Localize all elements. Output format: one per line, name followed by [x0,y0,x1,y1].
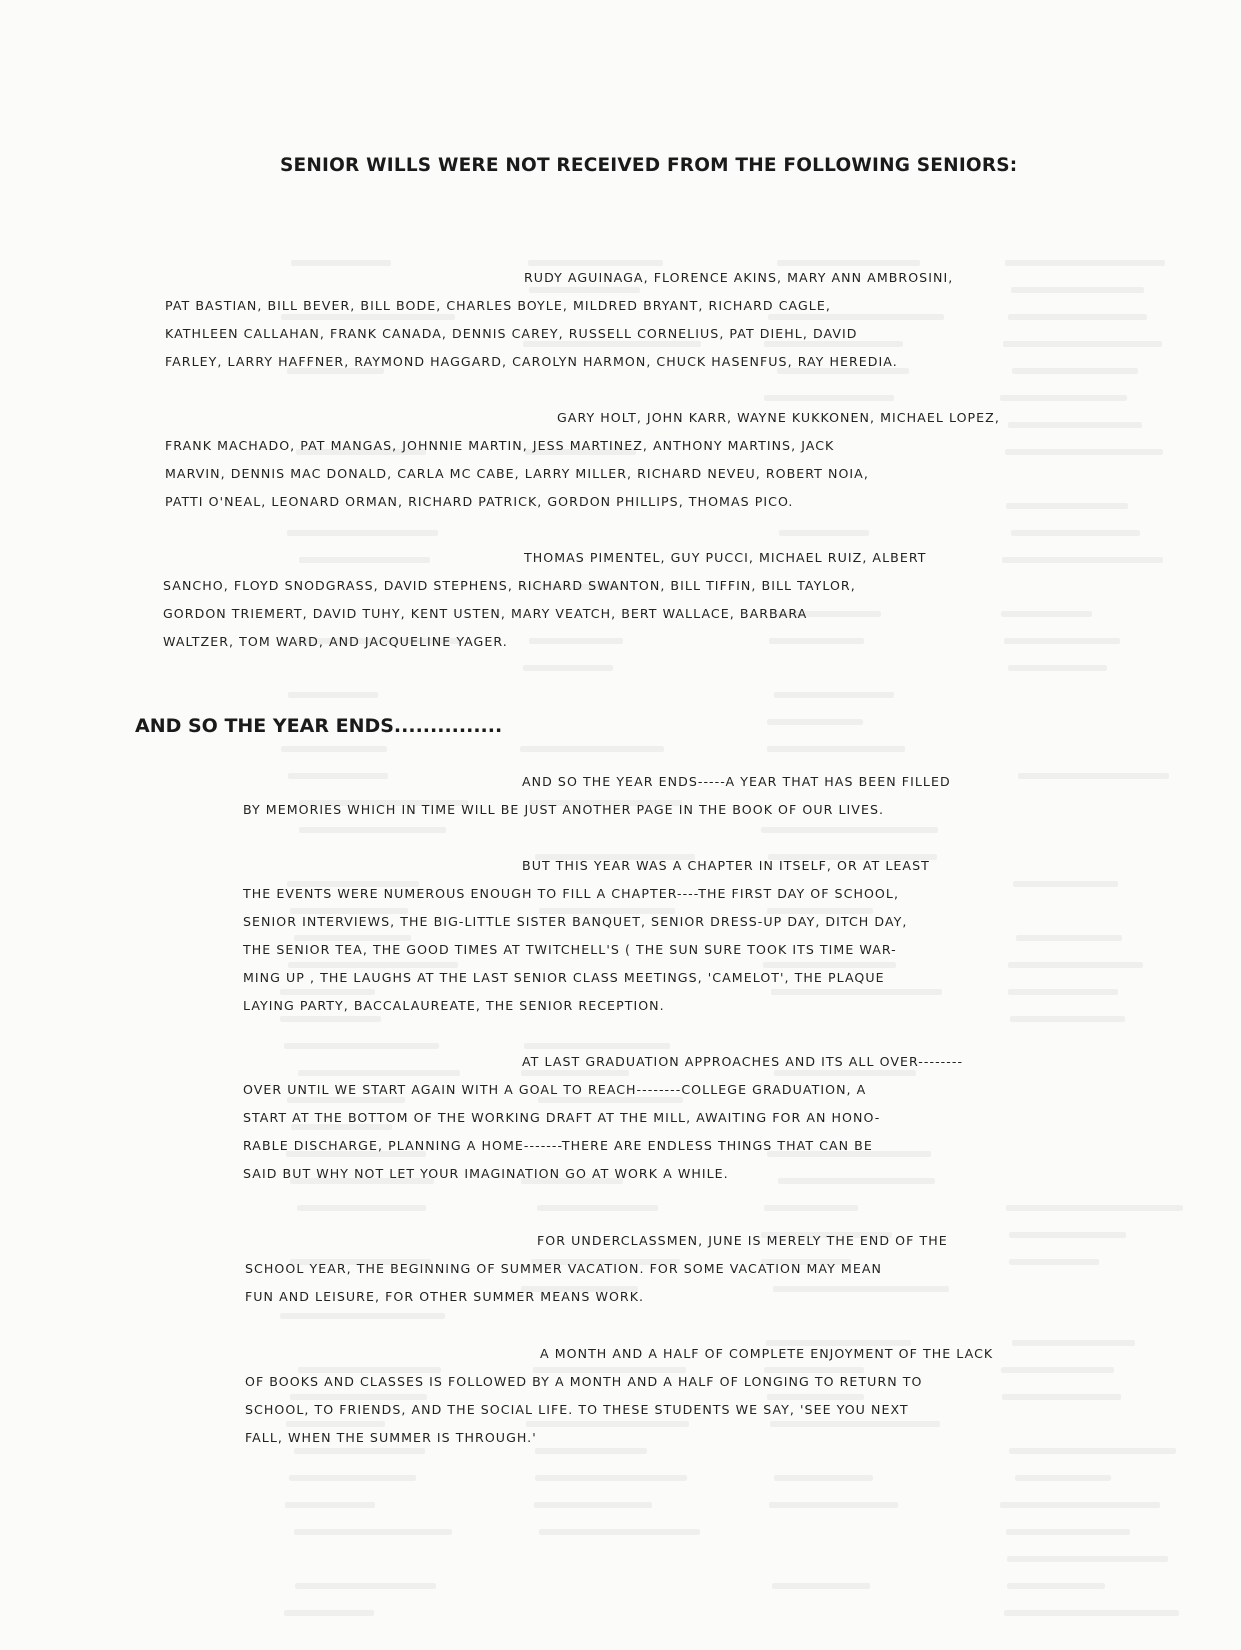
bleed-through-mark [298,1070,460,1076]
bleed-through-mark [286,1421,385,1427]
bleed-through-mark [281,746,387,752]
bleed-through-mark [1007,1556,1168,1562]
bleed-through-mark [763,962,896,968]
essay-p3-line-5: SAID BUT WHY NOT LET YOUR IMAGINATION GO AT WORK A WHILE. [243,1166,729,1181]
names-p2-line-2: FRANK MACHADO, PAT MANGAS, JOHNNIE MARTIN, JESS MARTINEZ, ANTHONY MARTINS, JACK [165,438,835,453]
bleed-through-mark [764,1205,858,1211]
names-p1-line-1: RUDY AGUINAGA, FLORENCE AKINS, MARY ANN AMBROSINI, [524,270,954,285]
bleed-through-mark [299,827,446,833]
bleed-through-mark [1000,395,1127,401]
bleed-through-mark [1010,1016,1125,1022]
bleed-through-mark [764,395,894,401]
bleed-through-mark [1008,665,1107,671]
bleed-through-mark [1006,1529,1130,1535]
bleed-through-mark [528,260,663,266]
names-p1-line-4: FARLEY, LARRY HAFFNER, RAYMOND HAGGARD, CAROLYN HARMON, CHUCK HASENFUS, RAY HEREDIA. [165,354,898,369]
bleed-through-mark [767,746,905,752]
bleed-through-mark [1003,341,1162,347]
bleed-through-mark [287,1097,405,1103]
bleed-through-mark [1001,611,1092,617]
bleed-through-mark [284,1043,439,1049]
bleed-through-mark [1011,287,1144,293]
bleed-through-mark [535,1475,687,1481]
bleed-through-mark [1008,314,1147,320]
bleed-through-mark [1008,422,1142,428]
bleed-through-mark [297,1205,426,1211]
names-p3-line-4: WALTZER, TOM WARD, AND JACQUELINE YAGER. [163,634,508,649]
bleed-through-mark [1001,1367,1114,1373]
bleed-through-mark [1009,1232,1126,1238]
bleed-through-mark [777,260,920,266]
bleed-through-mark [778,1178,935,1184]
bleed-through-mark [521,1070,629,1076]
bleed-through-mark [523,341,701,347]
essay-p4-line-3: FUN AND LEISURE, FOR OTHER SUMMER MEANS WORK. [245,1289,645,1304]
bleed-through-mark [534,1502,652,1508]
bleed-through-mark [1004,1610,1179,1616]
bleed-through-mark [288,962,458,968]
bleed-through-mark [771,989,942,995]
bleed-through-mark [1015,1475,1111,1481]
bleed-through-mark [767,719,863,725]
bleed-through-mark [767,1394,864,1400]
bleed-through-mark [539,1529,700,1535]
bleed-through-mark [774,1070,916,1076]
bleed-through-mark [529,638,623,644]
names-p3-line-3: GORDON TRIEMERT, DAVID TUHY, KENT USTEN, MARY VEATCH, BERT WALLACE, BARBARA [163,606,808,621]
names-p2-line-3: MARVIN, DENNIS MAC DONALD, CARLA MC CABE, LARRY MILLER, RICHARD NEVEU, ROBERT NOIA, [165,466,869,481]
essay-p2-line-6: LAYING PARTY, BACCALAUREATE, THE SENIOR RECEPTION. [243,998,665,1013]
bleed-through-mark [537,1205,658,1211]
bleed-through-mark [764,1367,864,1373]
bleed-through-mark [772,1583,870,1589]
heading-senior-wills: SENIOR WILLS WERE NOT RECEIVED FROM THE FOLLOWING SENIORS: [280,155,1018,176]
bleed-through-mark [298,1367,441,1373]
heading-year-ends: AND SO THE YEAR ENDS............... [135,715,503,737]
bleed-through-mark [535,1448,647,1454]
essay-p3-line-1: AT LAST GRADUATION APPROACHES AND ITS ALL OVER-------- [522,1054,964,1069]
bleed-through-mark [299,557,430,563]
bleed-through-mark [1002,1394,1121,1400]
bleed-through-mark [280,1313,445,1319]
bleed-through-mark [1012,368,1138,374]
essay-p5-line-2: OF BOOKS AND CLASSES IS FOLLOWED BY A MONTH AND A HALF OF LONGING TO RETURN TO [245,1374,923,1389]
bleed-through-mark [287,530,438,536]
bleed-through-mark [1008,962,1143,968]
names-p1-line-3: KATHLEEN CALLAHAN, FRANK CANADA, DENNIS CAREY, RUSSELL CORNELIUS, PAT DIEHL, DAVID [165,326,858,341]
bleed-through-mark [295,1583,436,1589]
bleed-through-mark [294,1529,452,1535]
names-p2-line-1: GARY HOLT, JOHN KARR, WAYNE KUKKONEN, MICHAEL LOPEZ, [557,410,1000,425]
essay-p2-line-5: MING UP , THE LAUGHS AT THE LAST SENIOR CLASS MEETINGS, 'CAMELOT', THE PLAQUE [243,970,885,985]
bleed-through-mark [768,314,944,320]
bleed-through-mark [288,692,378,698]
essay-p3-line-4: RABLE DISCHARGE, PLANNING A HOME-------THERE ARE ENDLESS THINGS THAT CAN BE [243,1138,873,1153]
bleed-through-mark [1011,530,1140,536]
bleed-through-mark [1009,1448,1176,1454]
bleed-through-mark [291,260,391,266]
essay-p2-line-3: SENIOR INTERVIEWS, THE BIG-LITTLE SISTER BANQUET, SENIOR DRESS-UP DAY, DITCH DAY, [243,914,908,929]
bleed-through-mark [523,665,613,671]
essay-p2-line-4: THE SENIOR TEA, THE GOOD TIMES AT TWITCHELL'S ( THE SUN SURE TOOK ITS TIME WAR- [243,942,897,957]
essay-p1-line-2: BY MEMORIES WHICH IN TIME WILL BE JUST ANOTHER PAGE IN THE BOOK OF OUR LIVES. [243,802,885,817]
bleed-through-mark [1018,773,1169,779]
bleed-through-mark [529,287,640,293]
bleed-through-mark [764,341,903,347]
bleed-through-mark [1013,881,1118,887]
names-p3-line-1: THOMAS PIMENTEL, GUY PUCCI, MICHAEL RUIZ, ALBERT [524,550,927,565]
bleed-through-mark [1000,1502,1160,1508]
essay-p5-line-3: SCHOOL, TO FRIENDS, AND THE SOCIAL LIFE. TO THESE STUDENTS WE SAY, 'SEE YOU NEXT [245,1402,909,1417]
bleed-through-mark [1016,935,1122,941]
bleed-through-mark [284,1610,374,1616]
bleed-through-mark [1006,503,1128,509]
bleed-through-mark [524,1043,670,1049]
essay-p2-line-1: BUT THIS YEAR WAS A CHAPTER IN ITSELF, OR AT LEAST [522,858,930,873]
names-p1-line-2: PAT BASTIAN, BILL BEVER, BILL BODE, CHARLES BOYLE, MILDRED BRYANT, RICHARD CAGLE, [165,298,831,313]
bleed-through-mark [1009,1259,1099,1265]
bleed-through-mark [779,530,869,536]
bleed-through-mark [1008,989,1118,995]
bleed-through-mark [1004,638,1120,644]
bleed-through-mark [533,1367,686,1373]
bleed-through-mark [761,827,938,833]
bleed-through-mark [770,1421,940,1427]
names-p2-line-4: PATTI O'NEAL, LEONARD ORMAN, RICHARD PATRICK, GORDON PHILLIPS, THOMAS PICO. [165,494,794,509]
bleed-through-mark [1012,1340,1135,1346]
bleed-through-mark [1005,449,1163,455]
bleed-through-mark [526,1421,689,1427]
essay-p4-line-2: SCHOOL YEAR, THE BEGINNING OF SUMMER VACATION. FOR SOME VACATION MAY MEAN [245,1261,882,1276]
bleed-through-mark [769,638,864,644]
names-p3-line-2: SANCHO, FLOYD SNODGRASS, DAVID STEPHENS, RICHARD SWANTON, BILL TIFFIN, BILL TAYLOR, [163,578,856,593]
essay-p2-line-2: THE EVENTS WERE NUMEROUS ENOUGH TO FILL A CHAPTER----THE FIRST DAY OF SCHOOL, [243,886,900,901]
bleed-through-mark [769,1502,898,1508]
essay-p4-line-1: FOR UNDERCLASSMEN, JUNE IS MERELY THE END OF THE [537,1233,948,1248]
essay-p3-line-2: OVER UNTIL WE START AGAIN WITH A GOAL TO REACH--------COLLEGE GRADUATION, A [243,1082,867,1097]
bleed-through-mark [294,935,411,941]
essay-p5-line-4: FALL, WHEN THE SUMMER IS THROUGH.' [245,1430,537,1445]
bleed-through-mark [285,1502,375,1508]
essay-p3-line-3: START AT THE BOTTOM OF THE WORKING DRAFT AT THE MILL, AWAITING FOR AN HONO- [243,1110,881,1125]
bleed-through-mark [538,1097,683,1103]
essay-p1-line-1: AND SO THE YEAR ENDS-----A YEAR THAT HAS BEEN FILLED [522,774,951,789]
bleed-through-mark [290,1394,427,1400]
bleed-through-mark [280,989,375,995]
bleed-through-mark [774,1475,873,1481]
bleed-through-mark [773,1286,949,1292]
bleed-through-mark [1005,260,1165,266]
essay-p5-line-1: A MONTH AND A HALF OF COMPLETE ENJOYMENT OF THE LACK [540,1346,994,1361]
bleed-through-mark [1006,1205,1183,1211]
bleed-through-mark [1002,557,1163,563]
bleed-through-mark [280,1016,381,1022]
bleed-through-mark [774,692,894,698]
bleed-through-mark [294,1448,425,1454]
bleed-through-mark [281,314,455,320]
bleed-through-mark [520,746,664,752]
bleed-through-mark [289,1475,416,1481]
bleed-through-mark [1007,1583,1105,1589]
bleed-through-mark [288,773,388,779]
